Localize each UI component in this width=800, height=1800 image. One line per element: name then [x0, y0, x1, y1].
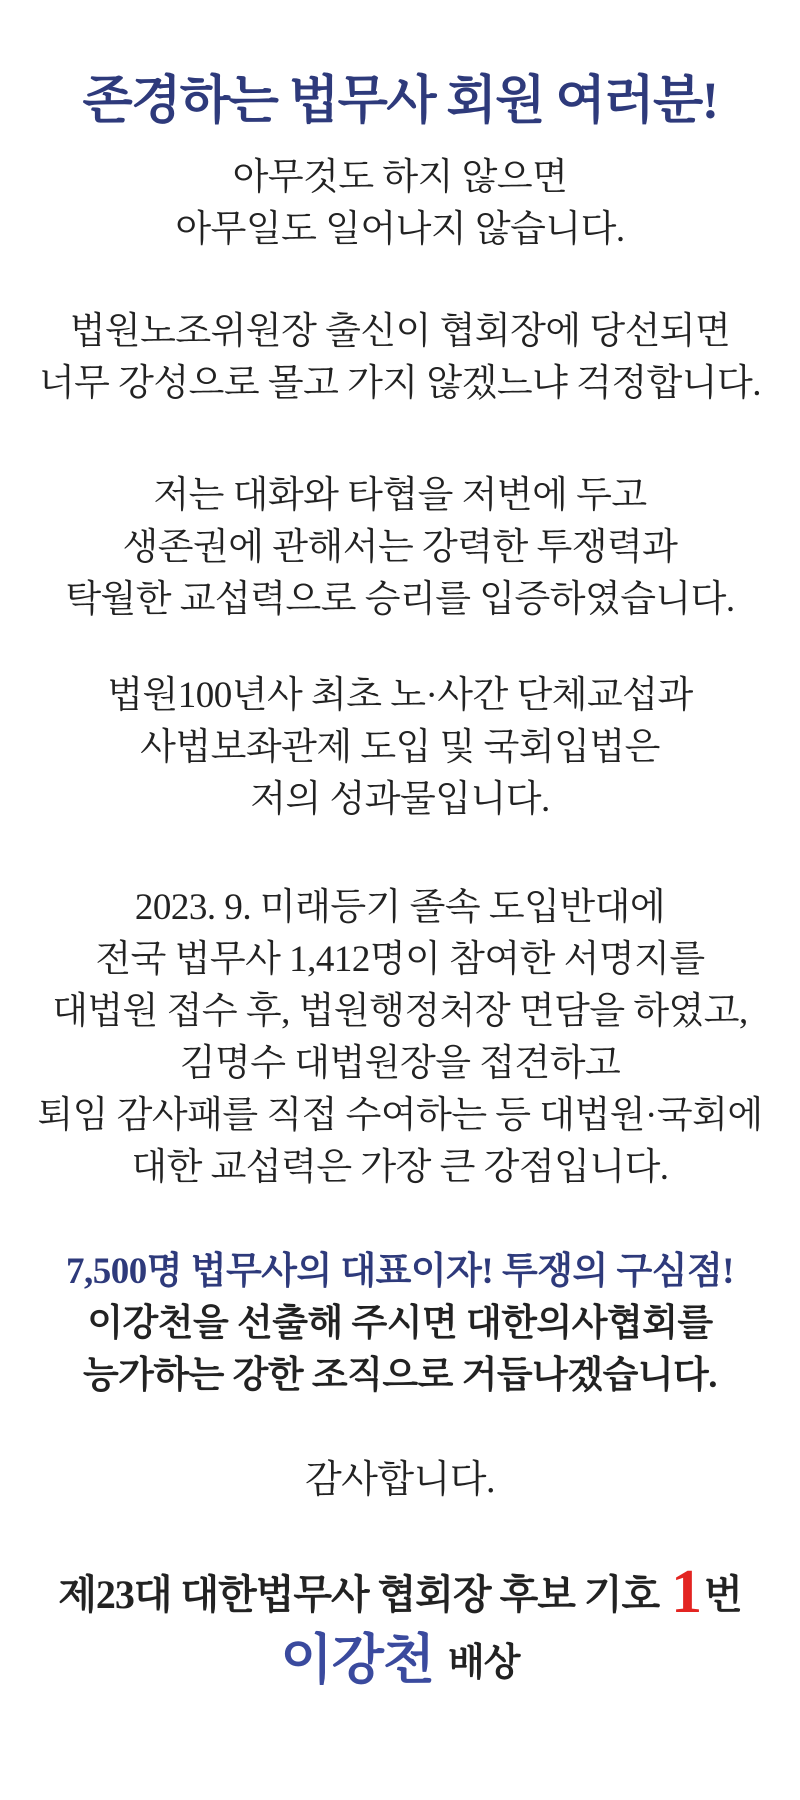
candidate-name-line — [0, 1630, 800, 1693]
text-line: 사법보좌관제 도입 및 국회입법은 — [140, 727, 660, 768]
candidate-honorific: 배상 — [448, 1642, 520, 1684]
emphasis-line-blue: 7,500명 법무사의 대표이자! 투쟁의 구심점! — [65, 1251, 735, 1292]
candidate-title-prefix: 제23대 대한법무사 협회장 후보 기호 — [58, 1572, 669, 1617]
paragraph-appeal — [0, 1246, 800, 1402]
text-line: 탁월한 교섭력으로 승리를 입증하였습니다. — [65, 579, 735, 620]
candidate-title-suffix: 번 — [704, 1572, 742, 1617]
closing-thanks: 감사합니다. — [304, 1459, 496, 1501]
text-line: 이강천을 선출해 주시면 대한의사협회를 — [87, 1303, 713, 1344]
paragraph-concern — [0, 306, 800, 410]
paragraph-approach — [0, 470, 800, 626]
letter-title: 존경하는 법무사 회원 여러분! — [82, 73, 718, 130]
paragraph-opening — [0, 152, 800, 256]
text-line: 전국 법무사 1,412명이 참여한 서명지를 — [95, 939, 705, 980]
paragraph-petition — [0, 882, 800, 1194]
text-line: 2023. 9. 미래등기 졸속 도입반대에 — [134, 887, 666, 928]
text-line: 대한 교섭력은 가장 큰 강점입니다. — [131, 1147, 669, 1188]
text-line: 생존권에 관해서는 강력한 투쟁력과 — [122, 527, 678, 568]
text-line: 대법원 접수 후, 법원행정처장 면담을 하였고, — [52, 991, 748, 1032]
text-line: 법원노조위원장 출신이 협회장에 당선되면 — [69, 311, 731, 352]
text-line: 저의 성과물입니다. — [250, 779, 550, 820]
text-line: 법원100년사 최초 노·사간 단체교섭과 — [107, 675, 693, 716]
candidate-name: 이강천 — [280, 1630, 435, 1690]
text-line: 아무것도 하지 않으면 — [232, 157, 568, 198]
candidate-title-line — [0, 1558, 800, 1626]
text-line: 아무일도 일어나지 않습니다. — [175, 209, 625, 250]
paragraph-achievements — [0, 670, 800, 826]
text-line: 능가하는 강한 조직으로 거듭나겠습니다. — [82, 1355, 718, 1396]
text-line: 김명수 대법원장을 접견하고 — [179, 1043, 621, 1084]
text-line: 저는 대화와 타협을 저변에 두고 — [153, 475, 647, 516]
candidate-number: 1 — [671, 1558, 702, 1626]
text-line: 너무 강성으로 몰고 가지 않겠느냐 걱정합니다. — [38, 363, 762, 404]
text-line: 퇴임 감사패를 직접 수여하는 등 대법원·국회에 — [37, 1095, 763, 1136]
